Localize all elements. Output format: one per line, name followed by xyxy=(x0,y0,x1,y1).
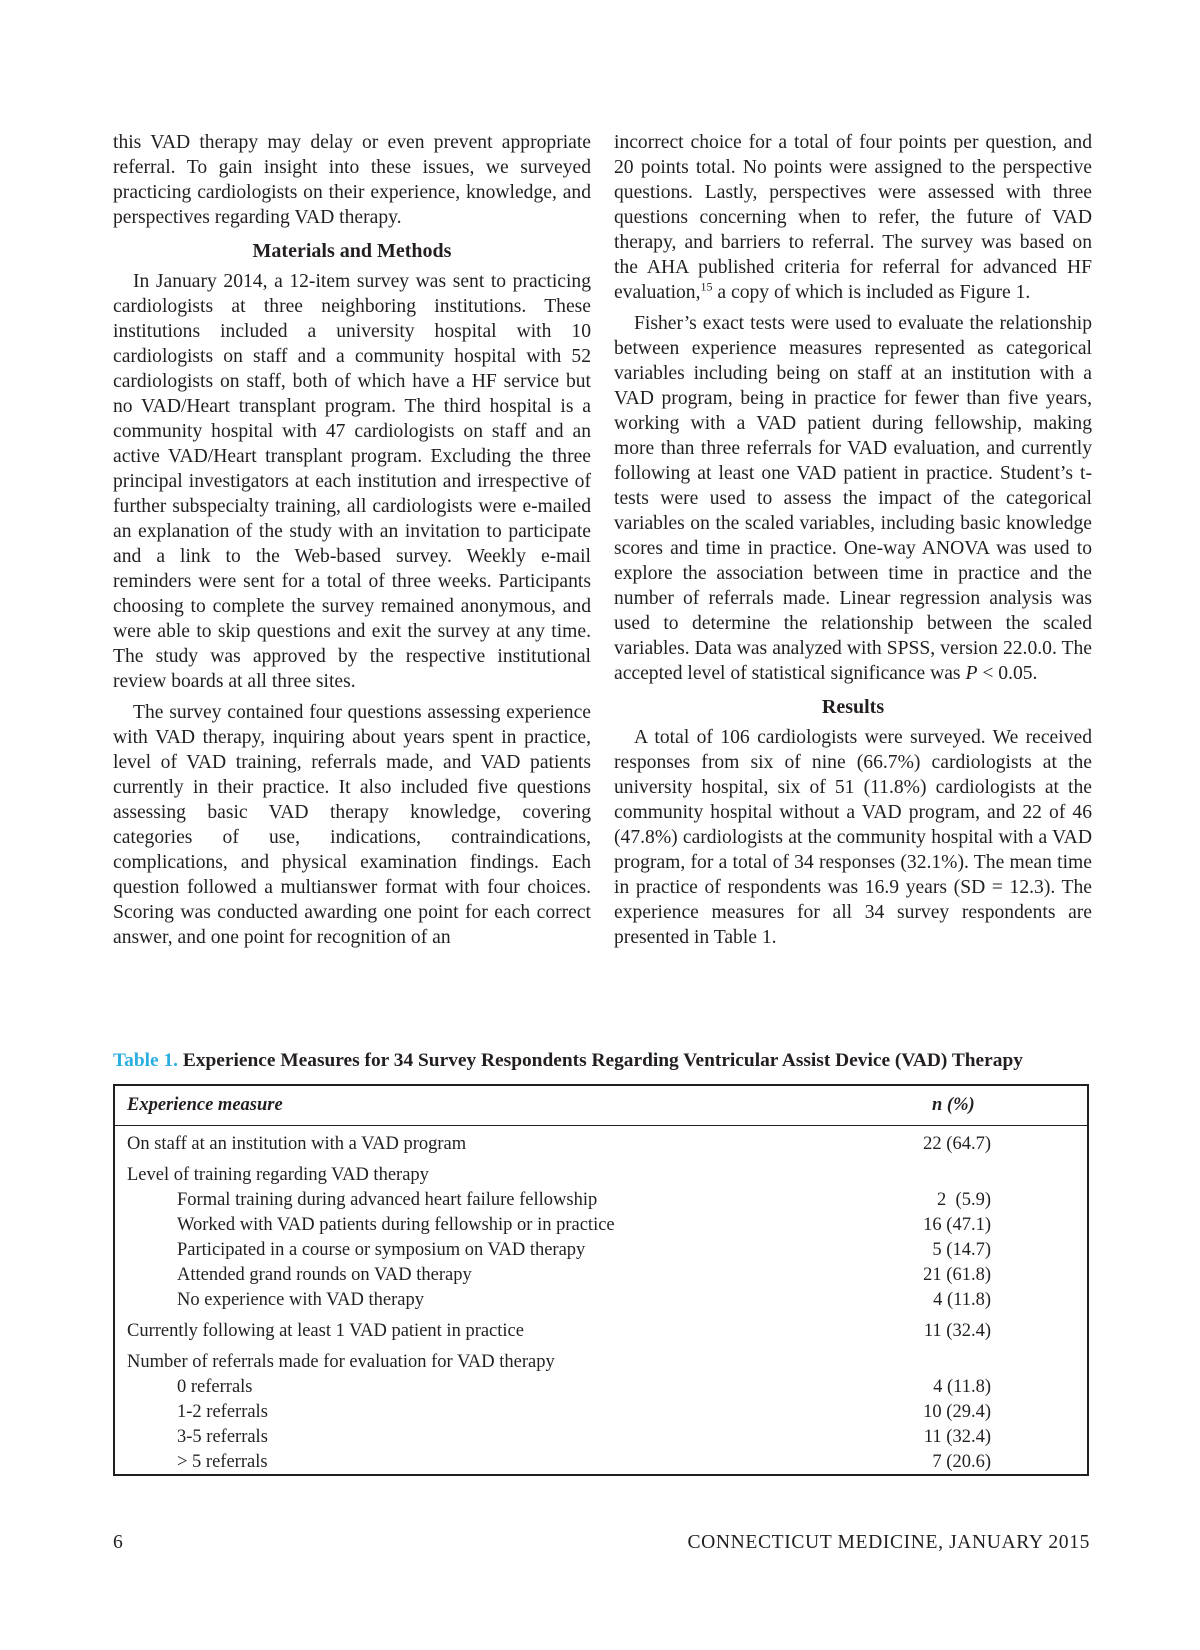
row-value: 11 (32.4) xyxy=(923,1321,991,1341)
row-value: 7 (20.6) xyxy=(932,1452,991,1472)
table-row xyxy=(115,1450,1087,1475)
column-header-measure: Experience measure xyxy=(127,1095,283,1115)
statistics-text: Fisher’s exact tests were used to evaluate the relationship between experience measures represented as categorical variables including being on staff at an institution with a VAD program, being in practice for fewer than five years, working with a VAD patient during fellowship, making more than three referrals for VAD evaluation, and currently following at least one VAD patient in practice. Student’s t-tests were used to assess the impact of the categorical variables on the scaled variables, including basic knowledge scores and time in practice. One-way ANOVA was used to explore the association between time in practice and the number of referrals made. Linear regression analysis was used to determine the relationship between the scaled variables. Data was analyzed with SPSS, version 22.0.0. The accepted level of statistical significance was xyxy=(614,313,1092,684)
row-value: 4 (11.8) xyxy=(933,1290,991,1310)
left-column xyxy=(113,130,591,950)
row-label: 1-2 referrals xyxy=(177,1402,268,1422)
row-value: 16 (47.1) xyxy=(923,1215,991,1235)
table-row xyxy=(115,1263,1087,1288)
methods-p3-text-end: a copy of which is included as Figure 1. xyxy=(712,282,1031,303)
row-value: 4 (11.8) xyxy=(933,1377,991,1397)
statistics-paragraph xyxy=(614,311,1092,686)
right-column xyxy=(614,130,1092,950)
row-label: > 5 referrals xyxy=(177,1452,268,1472)
table-row xyxy=(115,1319,1087,1344)
row-value: 11 (32.4) xyxy=(923,1427,991,1447)
methods-heading: Materials and Methods xyxy=(252,240,452,262)
row-value: 5 (14.7) xyxy=(932,1240,991,1260)
table-caption xyxy=(113,1050,1093,1072)
methods-paragraph-2: The survey contained four questions assessing experience with VAD therapy, inquiring about years spent in practice, level of VAD training, referrals made, and VAD patients currently in their practice. It also included five questions assessing basic VAD therapy knowledge, covering categories of use, indications, contraindications, complications, and physical examination findings. Each question followed a multianswer format with four choices. Scoring was conducted awarding one point for each correct answer, and one point for recognition of an xyxy=(113,702,591,948)
experience-table xyxy=(113,1084,1089,1476)
table-row xyxy=(115,1238,1087,1263)
row-label: Number of referrals made for evaluation for VAD therapy xyxy=(127,1352,555,1372)
table-body xyxy=(115,1126,1087,1475)
results-paragraph: A total of 106 cardiologists were surveyed. We received responses from six of nine (66.7%) cardiologists at the university hospital, six of 51 (11.8%) cardiologists at the community hospital without a VAD program, and 22 of 46 (47.8%) cardiologists at the community hospital with a VAD program, for a total of 34 responses (32.1%). The mean time in practice of respondents was 16.9 years (SD = 12.3). The experience measures for all 34 survey respondents are presented in Table 1. xyxy=(614,727,1092,948)
page-number: 6 xyxy=(113,1532,123,1553)
results-heading: Results xyxy=(821,696,885,718)
table-row xyxy=(115,1213,1087,1238)
row-label: Currently following at least 1 VAD patient in practice xyxy=(127,1321,524,1341)
row-label: 0 referrals xyxy=(177,1377,253,1397)
column-header-n-percent: n (%) xyxy=(932,1095,975,1115)
row-label: Participated in a course or symposium on VAD therapy xyxy=(177,1240,586,1260)
methods-paragraph-3 xyxy=(614,130,1092,305)
table-row xyxy=(115,1188,1087,1213)
row-value: 2 (5.9) xyxy=(937,1190,991,1210)
row-label: 3-5 referrals xyxy=(177,1427,268,1447)
statistics-text-end: < 0.05. xyxy=(977,663,1038,684)
row-value: 10 (29.4) xyxy=(923,1402,991,1422)
table-title: Experience Measures for 34 Survey Respondents Regarding Ventricular Assist Device (VAD) Therapy xyxy=(178,1050,1023,1071)
methods-paragraph-1: In January 2014, a 12-item survey was sent to practicing cardiologists at three neighboring institutions. These institutions included a university hospital with 10 cardiologists on staff and a community hospital with 52 cardiologists on staff, both of which have a HF service but no VAD/Heart transplant program. The third hospital is a community hospital with 47 cardiologists on staff and an active VAD/Heart transplant program. Excluding the three principal investigators at each institution and irrespective of further subspecialty training, all cardiologists were e-mailed an explanation of the study with an invitation to participate and a link to the Web-based survey. Weekly e-mail reminders were sent for a total of three weeks. Participants choosing to complete the survey remained anonymous, and were able to skip questions and exit the survey at any time. The study was approved by the respective institutional review boards at all three sites. xyxy=(113,271,591,692)
table-row xyxy=(115,1163,1087,1188)
methods-p3-text: incorrect choice for a total of four points per question, and 20 points total. No points were assigned to the perspective questions. Lastly, perspectives were assessed with three questions concerning when to refer, the future of VAD therapy, and barriers to referral. The survey was based on the AHA published criteria for referral for advanced HF evaluation, xyxy=(614,132,1092,303)
table-row xyxy=(115,1375,1087,1400)
p-value-symbol: P xyxy=(965,663,978,684)
journal-running-footer: CONNECTICUT MEDICINE, JANUARY 2015 xyxy=(687,1532,1090,1553)
row-label: Level of training regarding VAD therapy xyxy=(127,1165,429,1185)
reference-superscript: 15 xyxy=(700,279,713,294)
table-row xyxy=(115,1288,1087,1313)
row-label: On staff at an institution with a VAD program xyxy=(127,1134,467,1154)
table-label: Table 1. xyxy=(113,1050,179,1071)
row-value: 22 (64.7) xyxy=(923,1134,991,1154)
row-label: Attended grand rounds on VAD therapy xyxy=(177,1265,472,1285)
table-row xyxy=(115,1350,1087,1375)
row-value: 21 (61.8) xyxy=(923,1265,991,1285)
table-row xyxy=(115,1132,1087,1157)
intro-paragraph-end: this VAD therapy may delay or even prevent appropriate referral. To gain insight into these issues, we surveyed practicing cardiologists on their experience, knowledge, and perspectives regarding VAD therapy. xyxy=(113,132,591,228)
table-row xyxy=(115,1425,1087,1450)
table-row xyxy=(115,1400,1087,1425)
row-label: Formal training during advanced heart failure fellowship xyxy=(177,1190,598,1210)
row-label: No experience with VAD therapy xyxy=(177,1290,424,1310)
row-label: Worked with VAD patients during fellowship or in practice xyxy=(177,1215,615,1235)
table-header xyxy=(115,1086,1087,1126)
